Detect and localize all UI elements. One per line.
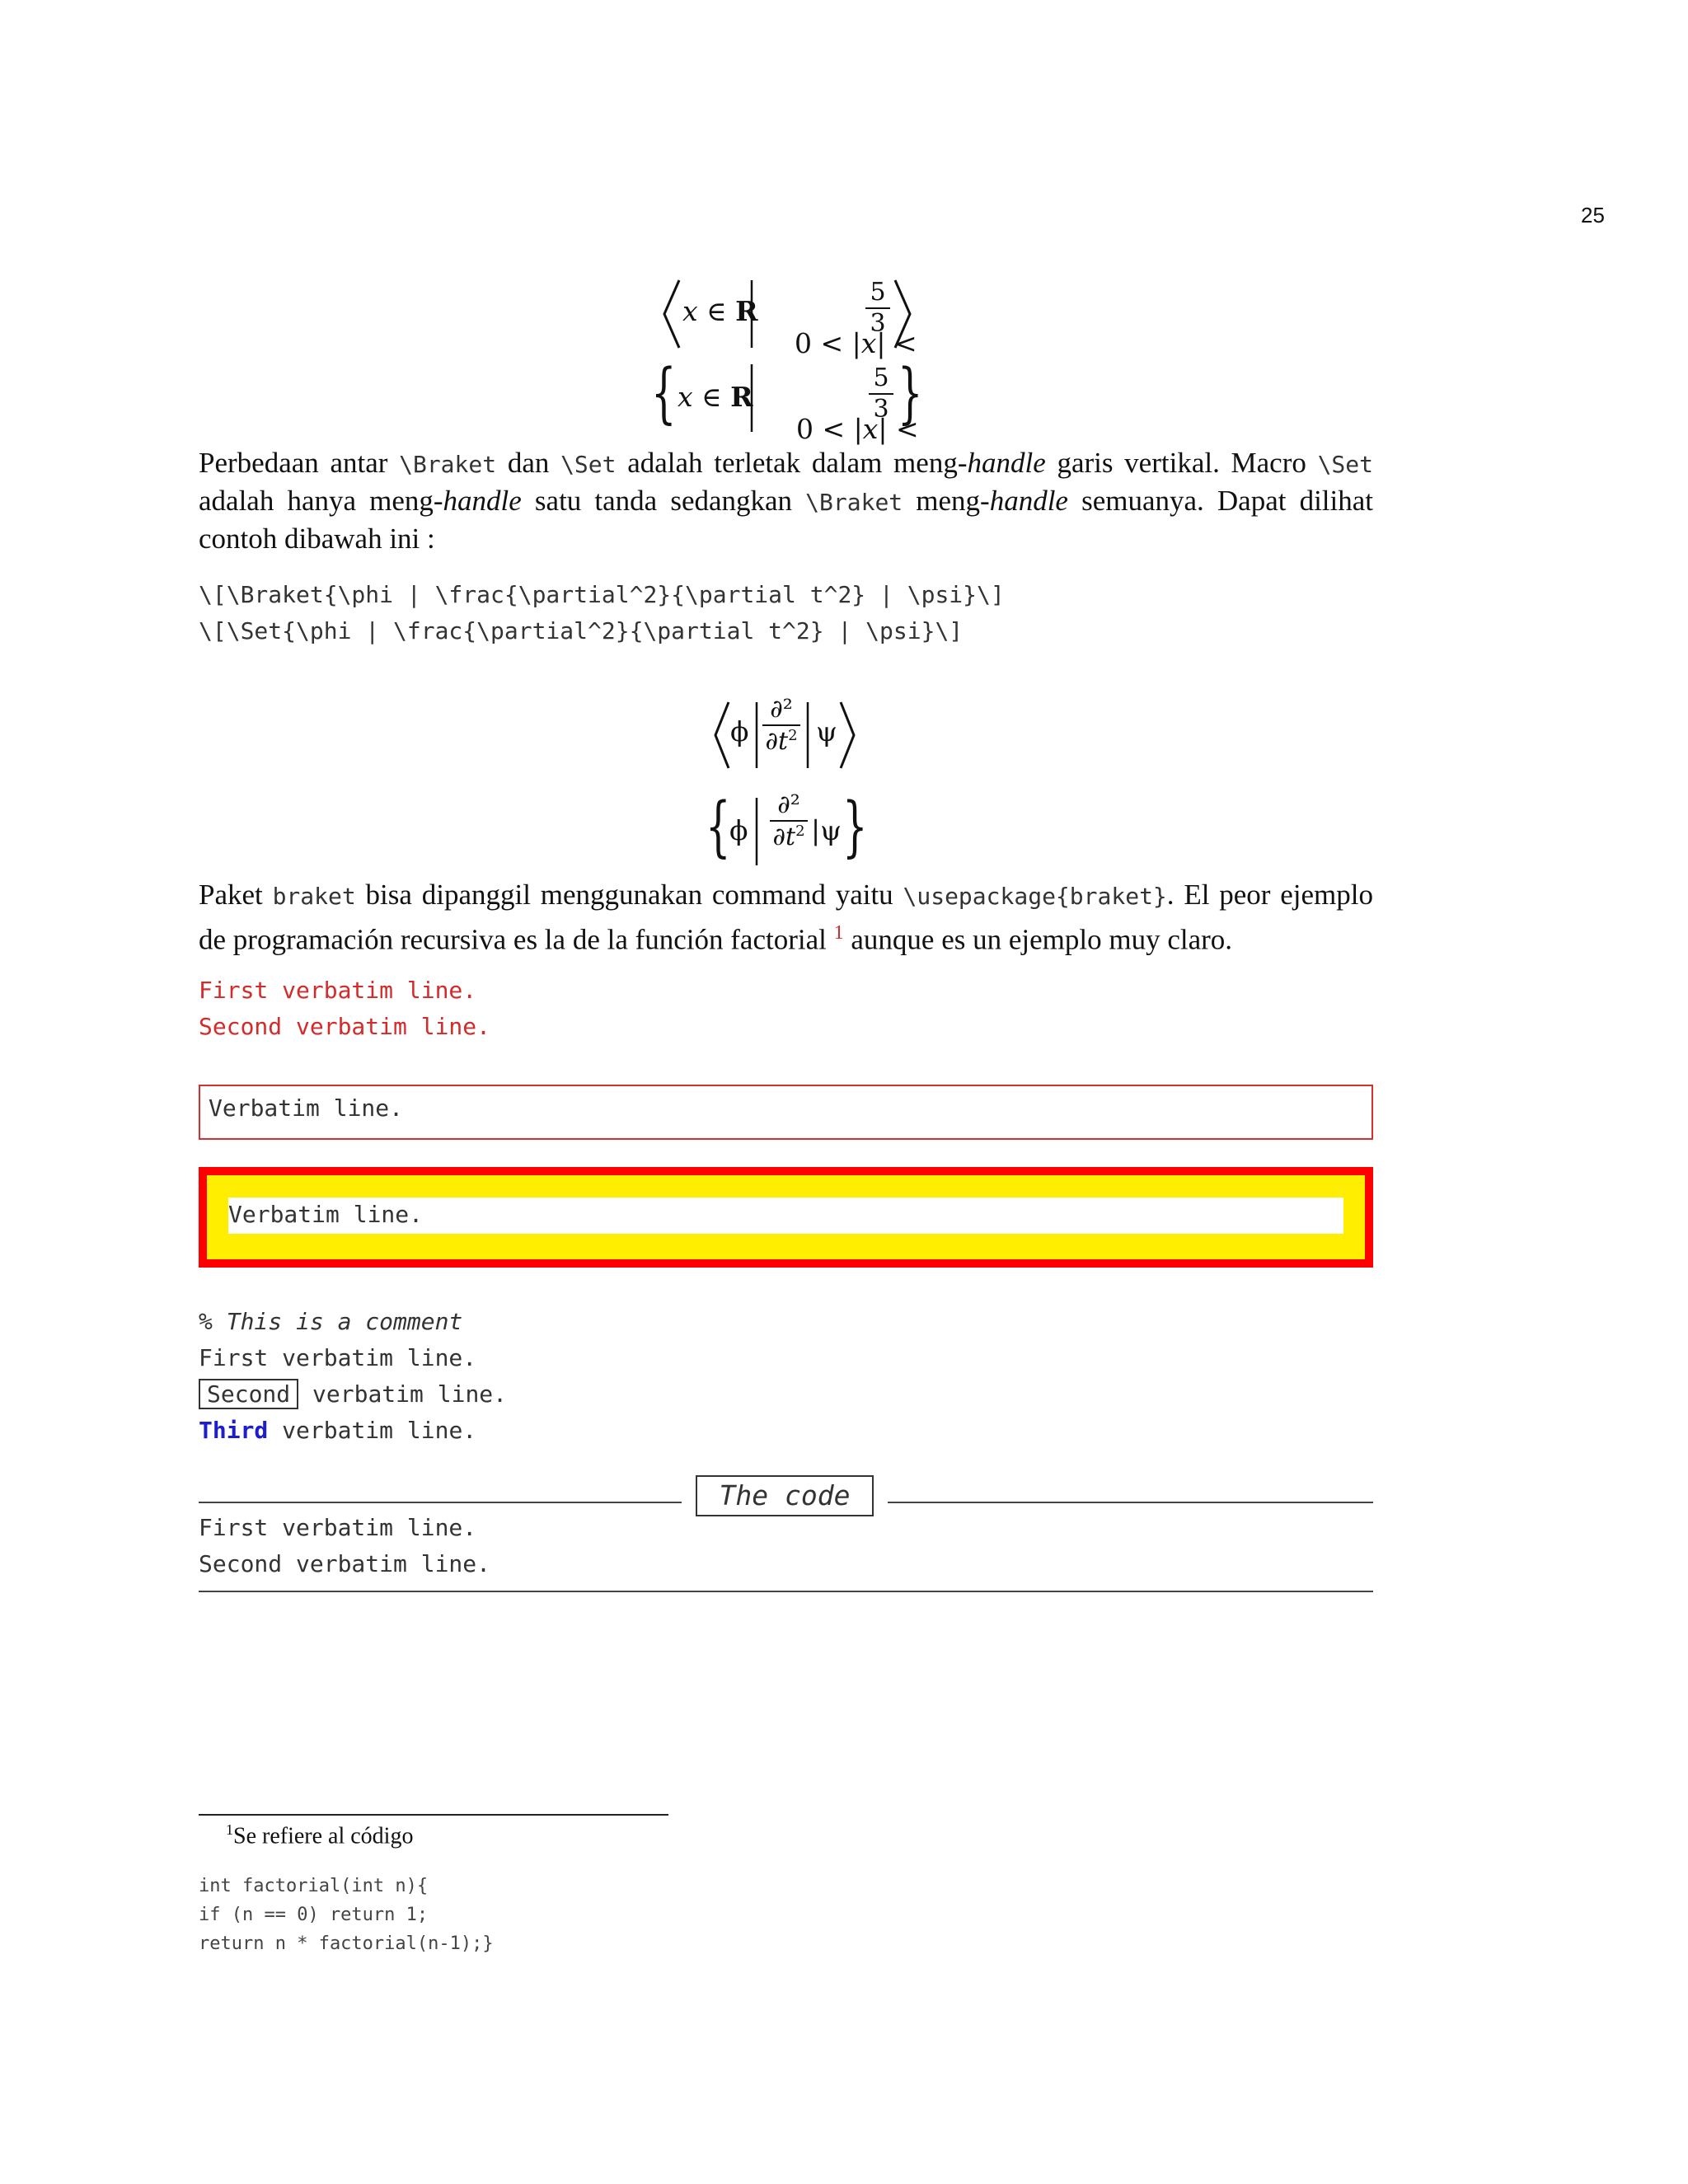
colored-frame-box [199,1167,1373,1268]
eq1-in: ∈ [706,295,727,327]
right-brace-2: } [842,788,868,865]
eq2-set: R [730,381,753,413]
eq2-var: x [678,381,693,413]
eq2-cond-left: 0 < | [795,413,863,445]
eq3-phi: ϕ [730,715,749,748]
eq2-in: ∈ [701,381,722,413]
eq1-cond-var: x [860,327,877,359]
footnote-code-line-3: return n * factorial(n-1);} [199,1933,494,1954]
set-bar-2 [755,798,760,865]
red-verbatim-line-1: First verbatim line. [199,977,477,1004]
code-line-set: \[\Set{\phi | \frac{\partial^2}{\partial t^2} | \psi}\] [199,617,964,644]
red-verbatim-line-2: Second verbatim line. [199,1013,491,1040]
eq2-cond-right: | < [878,413,919,445]
eq1-var: x [682,295,698,327]
paragraph-braket-package: Paket braket bisa dipanggil menggunakan command yaitu \usepackage{braket}. El peor ejemplo de programación recursiva es la de la función factorial $^1$ aunque es un ejemplo muy claro. [199,879,1374,956]
footnote-ref[interactable]: 1 [833,922,844,944]
right-brace: } [898,354,923,431]
eq4-phi: ϕ [729,814,748,846]
frame-line-1: First verbatim line. [199,1514,477,1541]
frame-top-rule-left [199,1502,682,1503]
eq1-cond-left: 0 < | [794,327,861,359]
white-line-background [228,1197,1343,1234]
verbatim-line-2: Second verbatim line. [199,1376,507,1413]
eq3-psi: ψ [816,715,837,748]
left-brace-2: { [706,788,731,865]
eq1-set: R [735,295,758,327]
footnote-code-line-2: if (n == 0) return 1; [199,1905,429,1925]
left-brace: { [651,354,677,431]
eq2-cond-var: x [862,413,879,445]
verbatim-comment: % This is a comment [199,1308,463,1335]
frame-top-rule-right [888,1502,1373,1503]
frame-line-2: Second verbatim line. [199,1550,491,1577]
boxed-word: Second [199,1379,298,1409]
framed-verbatim-text: Verbatim line. [209,1094,404,1122]
footnote-text: Se refiere al código [233,1823,414,1849]
eq4-psi: |ψ [811,814,842,846]
code-line-braket: \[\Braket{\phi | \frac{\partial^2}{\partial t^2} | \psi}\] [199,581,1005,608]
footnote-rule [199,1814,668,1816]
verbatim-line-1: First verbatim line. [199,1344,477,1371]
verbatim-line-3: Third verbatim line. [199,1417,477,1444]
footnote-mark: 1 [226,1821,233,1838]
frame-bottom-rule [199,1591,1373,1592]
footnote [226,1821,413,1849]
frame-title: The code [696,1475,874,1516]
eq1-num: 5 [870,278,886,307]
eq1-cond-right: | < [876,327,917,359]
colored-frame-text: Verbatim line. [228,1201,424,1228]
blue-keyword: Third [199,1417,269,1444]
eq3-num: ∂² [770,695,793,724]
eq4-num: ∂² [777,790,800,819]
page-number: 25 [1581,203,1605,227]
eq1-den: 3 [870,309,886,338]
paragraph-braket-set: Perbedaan antar \Braket dan \Set adalah terletak dalam meng-handle garis vertikal. Macro \Set adalah hanya meng-handle satu tanda sedangkan \Braket meng-handle semuanya. Dapat dilihat contoh dibawah ini : [199,447,1374,555]
eq2-num: 5 [873,363,889,392]
framed-verbatim-box [199,1085,1373,1140]
eq2-den: 3 [873,395,889,424]
footnote-code-line-1: int factorial(int n){ [199,1876,429,1896]
